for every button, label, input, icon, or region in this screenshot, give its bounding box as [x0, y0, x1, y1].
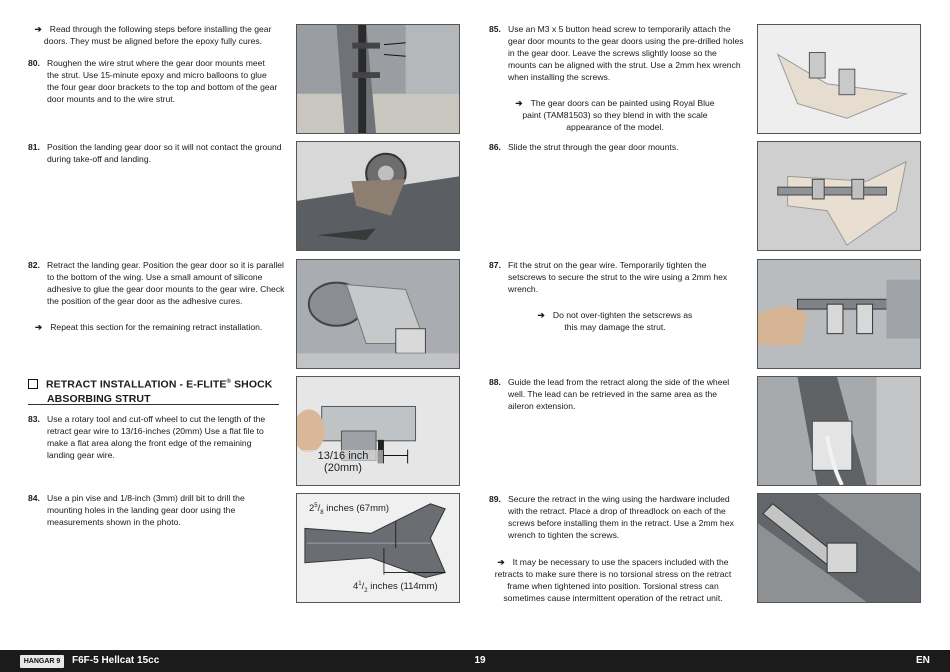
- step-number: 87.: [489, 260, 501, 270]
- arrow-icon: ➔: [34, 24, 42, 34]
- page-footer: [0, 650, 950, 672]
- repeat-note: ➔ Repeat this section for the remaining retract installation.: [35, 322, 263, 332]
- step-number: 86.: [489, 142, 501, 152]
- photo-step-85: [757, 24, 921, 134]
- measurement-label-bottom: $4^1/_2$ inches (114mm): [353, 581, 438, 595]
- arrow-icon: ➔: [537, 310, 545, 320]
- step-text: Fit the strut on the gear wire. Temporarily tighten the setscrews to secure the strut to the wire using a 2mm hex wrench.: [508, 260, 728, 294]
- step-text: Position the landing gear door so it will not contact the ground during take-off and landing.: [47, 142, 282, 164]
- language-tag: EN: [916, 655, 930, 666]
- model-name: F6F-5 Hellcat 15cc: [72, 655, 160, 666]
- step-text: Use an M3 x 5 button head screw to temporarily attach the gear door mounts to the gear doors using the pre-drilled holes in the gear door. Leave the screws slightly loose so the mounts can be aligned with the strut. Use a 2mm hex wrench when installing the screws.: [508, 24, 744, 82]
- step-number: 89.: [489, 494, 501, 504]
- step-number: 85.: [489, 24, 501, 34]
- step-number: 84.: [28, 493, 40, 503]
- photo-step-84: [296, 493, 460, 603]
- paint-note: ➔ The gear doors can be painted using Royal Blue paint (TAM81503) so they blend in with the scale appearance of the model.: [515, 98, 715, 132]
- step-text: Secure the retract in the wing using the hardware included with the retract. Place a drop of threadlock on each of the screws before installing them in the retract. Use a 2mm hex wrench to tighten the screws.: [508, 494, 734, 540]
- arrow-icon: ➔: [497, 557, 505, 567]
- step-number: 81.: [28, 142, 40, 152]
- step-number: 82.: [28, 260, 40, 270]
- step-text: Roughen the wire strut where the gear door mounts meet the strut. Use 15-minute epoxy and micro balloons to glue the four gear door brackets to the top and bottom of the gear door mounts and to the wire strut.: [47, 58, 278, 104]
- photo-step-83: [296, 376, 460, 486]
- step-text: Use a rotary tool and cut-off wheel to cut the length of the retract gear wire to 13/16-inches (20mm) Use a flat file to make a flat area along the front edge of the remaining landing gear wire.: [47, 414, 266, 460]
- measurement-label: 13/16 inch (20mm): [303, 450, 383, 474]
- page-number: 19: [474, 655, 486, 666]
- section-rule: [28, 404, 279, 405]
- photo-step-89: [757, 493, 921, 603]
- photo-step-87: [757, 259, 921, 369]
- checkbox-icon: [28, 379, 38, 389]
- measurement-label-top: $2^5/_8$ inches (67mm): [309, 503, 390, 517]
- step-text: Slide the strut through the gear door mounts.: [508, 142, 679, 152]
- step-number: 88.: [489, 377, 501, 387]
- intro-note: ➔ Read through the following steps before installing the gear doors. They must be aligned before the epoxy fully cures.: [34, 24, 272, 46]
- photo-step-88: [757, 376, 921, 486]
- step-text: Retract the landing gear. Position the gear door so it is parallel to the bottom of the wing. Use a small amount of silicone adhesive to glue the gear door mounts to the gear wire. Check the position of the gear door as the adhesive cures.: [47, 260, 285, 306]
- step-number: 83.: [28, 414, 40, 424]
- section-title: RETRACT INSTALLATION - E-FLITE® SHOCK ABSORBING STRUT: [28, 375, 288, 406]
- warning-note: ➔ Do not over-tighten the setscrews as this may damage the strut.: [537, 310, 693, 332]
- step-text: Guide the lead from the retract along the side of the wheel well. The lead can be retrieved in the same area as the aileron extension.: [508, 377, 730, 411]
- photo-step-80: [296, 24, 460, 134]
- photo-step-81: [296, 141, 460, 251]
- hangar9-logo: HANGAR 9: [20, 655, 64, 668]
- photo-step-82: [296, 259, 460, 369]
- step-text: Use a pin vise and 1/8-inch (3mm) drill bit to drill the mounting holes in the landing gear door using the measurements shown in the photo.: [47, 493, 245, 527]
- spacer-note: ➔ It may be necessary to use the spacers included with the retracts to make sure there is no torsional stress on the retract frame when tightened into position. Torsional stress can sometimes cause intermittent operation of the retract unit.: [494, 557, 732, 603]
- arrow-icon: ➔: [515, 98, 523, 108]
- photo-step-86: [757, 141, 921, 251]
- arrow-icon: ➔: [35, 322, 43, 332]
- step-number: 80.: [28, 58, 40, 68]
